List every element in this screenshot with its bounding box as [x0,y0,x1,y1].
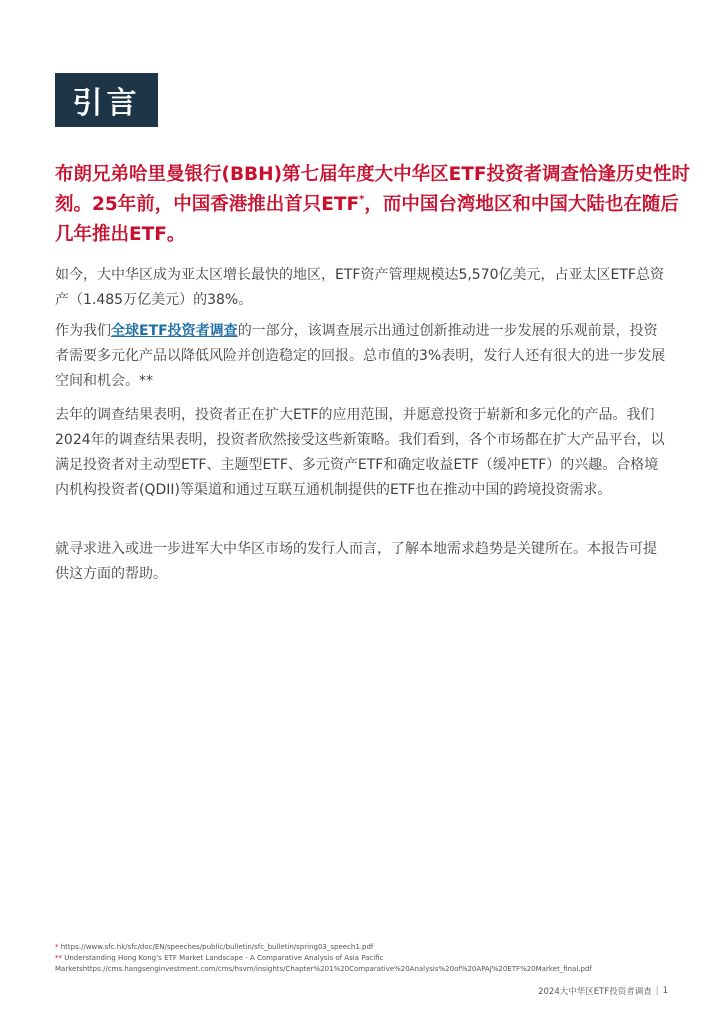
footnote-2 [55,953,675,975]
paragraph-survey-body: 的一部分，该调查展示出通过创新推动进一步发展的乐观前景，投资者需要多元化产品以降低风险并创造稳定的回报。总市值的3%表明，发行人还有很大的进一步发展空间和机会。** [55,323,666,389]
footer-report-title: 2024大中华区ETF投资者调查 [538,987,652,997]
footer-page-number: 1 [662,986,668,996]
section-title: 引言 [72,86,141,121]
footnote-1-text: https://www.sfc.hk/sfc/doc/EN/speeches/public/bulletin/sfc_bulletin/spring03_speech1.pdf [58,943,374,951]
footnote-1-marker: * [55,943,59,951]
lead-text-part2: ，而中国台湾地区和中国大陆也在随后几年推出ETF。 [55,194,679,245]
global-etf-survey-link[interactable]: 全球ETF投资者调查 [111,323,238,339]
page-footer [538,985,668,997]
paragraph-market-size: 如今，大中华区成为亚太区增长最快的地区，ETF资产管理规模达5,570亿美元，占亚太区ETF总资产（1.485万亿美元）的38%。 [55,267,664,308]
paragraph-trends: 去年的调查结果表明，投资者正在扩大ETF的应用范围，并愿意投资于崭新和多元化的产品。我们2024年的调查结果表明，投资者欣然接受这些新策略。我们看到，各个市场都在扩大产品平台，以满足投资者对主动型ETF、主题型ETF、多元资产ETF和确定收益ETF（缓冲ETF）的兴趣。合格境内机构投资者(QDII)等渠道和通过互联互通机制提供的ETF也在推动中国的跨境投资需求。 [55,407,665,498]
footnote-2-text: Understanding Hong Kong’s ETF Market Landscape - A Comparative Analysis of Asia Pacific Marketshttps://cms.hangsenginvestment.com/cms/hsvm/insights/Chapter%201%20Comparative%20Analysis%20of%20APAJ%20ETF%20Market_final.pdf [55,954,592,973]
footer-separator: | [655,986,659,996]
paragraph-conclusion: 就寻求进入或进一步进军大中华区市场的发行人而言，了解本地需求趋势是关键所在。本报告可提供这方面的帮助。 [55,541,657,582]
lead-paragraph [55,160,695,250]
lead-text-part1: 布朗兄弟哈里曼银行(BBH)第七届年度大中华区ETF投资者调查恰逢历史性时刻。25年前，中国香港推出首只ETF [55,164,690,215]
lead-footnote-marker: * [359,194,365,205]
footnotes [55,942,675,975]
paragraph-survey-intro: 作为我们 [55,323,111,339]
footnote-2-marker: ** [55,954,62,962]
footnote-1 [55,942,675,953]
paragraph-survey [55,319,670,394]
section-title-badge [55,73,158,127]
